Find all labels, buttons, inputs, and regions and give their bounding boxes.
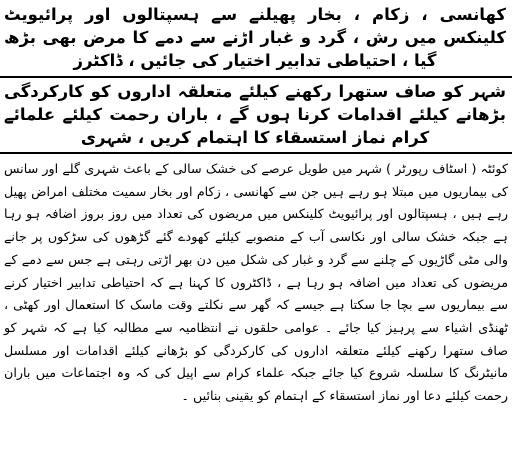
headline-divider [0, 76, 512, 78]
main-headline: کھانسی ، زکام ، بخار پھیلنے سے ہسپتالوں اور پرائیویٹ کلینکس میں رش ، گرد و غبار اڑنے سے دمے کا مرض بھی بڑھ گیا ، احتیاطی تدابیر اختیار کی جائیں ، ڈاکٹرز [4, 5, 506, 70]
sub-headline: شہر کو صاف ستھرا رکھنے کیلئے متعلقہ اداروں کو کارکردگی بڑھانے کیلئے اقدامات کرنا ہوں گے ، باران رحمت کیلئے علمائے کرام نماز استسقاء کا اہتمام کریں ، شہری [4, 82, 506, 147]
subheadline-divider [0, 152, 512, 154]
article-body: کوئٹہ ( اسٹاف رپورٹر ) شہر میں طویل عرصے کی خشک سالی کے باعث شہری گلے اور سانس کی بیماریوں میں مبتلا ہو رہے ہیں جن سے کھانسی ، زکام اور بخار سمیت مختلف امراض پھیل رہے ہیں ، ہسپتالوں اور پرائیویٹ کلینکس میں مریضوں کی تعداد میں روز بروز اضافہ ہو رہا ہے جبکہ خشک سالی اور نکاسی آب کے منصوبے کیلئے کھودے گئے گڑھوں کی سڑکوں پر جانے والی مٹی گاڑیوں کے چلنے سے گرد و غبار کی شکل میں دن بھر اڑتی رہتی ہے جس سے دمے کے مریضوں کی تعداد میں اضافہ ہو رہا ہے ، ڈاکٹروں کا کہنا ہے کہ احتیاطی تدابیر اختیار کرنے سے بیماریوں سے بچا جا سکتا ہے جیسے کہ گھر سے نکلتے وقت ماسک کا استعمال اور کھٹی ، ٹھنڈی اشیاء سے پرہیز کیا جائے ۔ عوامی حلقوں نے انتظامیہ سے مطالبہ کیا ہے کہ شہر کو صاف ستھرا رکھنے کیلئے متعلقہ اداروں کی کارکردگی کو بڑھانے کیلئے اقدامات اور مسلسل مانیٹرنگ کا سلسلہ شروع کیا جائے جبکہ علماء کرام سے اپیل کی کہ وہ اجتماعات میں باران رحمت کیلئے دعا اور نماز استسقاء کے اہتمام کو یقینی بنائیں ۔ [4, 161, 508, 404]
